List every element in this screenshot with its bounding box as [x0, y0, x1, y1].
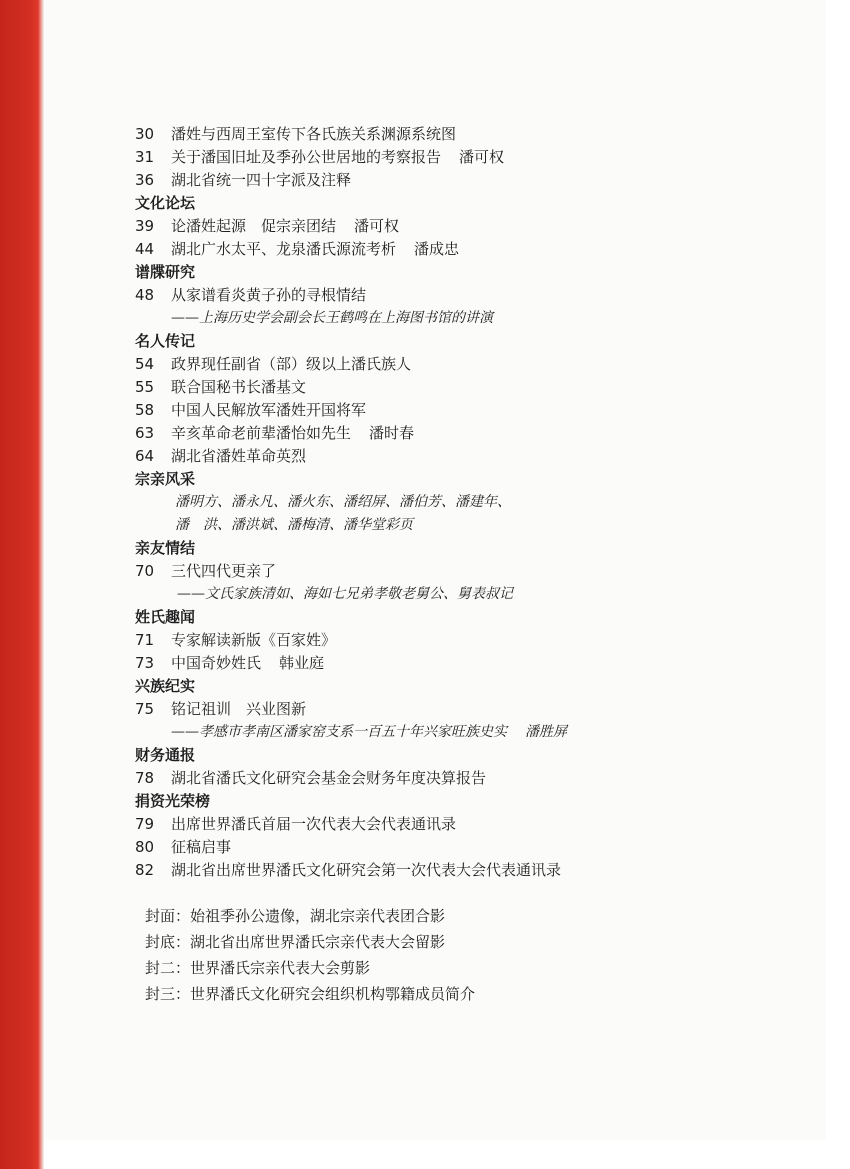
cover-caption-inside-front: 封二：世界潘氏宗亲代表大会剪影 — [145, 959, 371, 977]
clan-names-line: 潘明方、潘永凡、潘火东、潘绍屏、潘伯芳、潘建年、 — [175, 494, 511, 510]
toc-entry — [135, 860, 561, 880]
entry-title: 湖北省统一四十字派及注释 — [171, 171, 352, 189]
toc-entry — [135, 354, 411, 374]
entry-subtitle — [171, 722, 567, 742]
entry-title: 联合国秘书长潘基文 — [171, 378, 307, 396]
section-heading: 兴族纪实 — [135, 677, 196, 695]
entry-subtitle: ——文氏家族清如、海如七兄弟孝敬老舅公、舅表叔记 — [177, 586, 513, 602]
section-heading: 谱牒研究 — [135, 263, 196, 281]
page-number: 80 — [135, 838, 155, 856]
page-number: 75 — [135, 700, 155, 718]
entry-subtitle-text: ——孝感市孝南区潘家窑支系一百五十年兴家旺族史实 — [171, 724, 507, 740]
entry-title: 政界现任副省（部）级以上潘氏族人 — [171, 355, 412, 373]
page-number: 82 — [135, 861, 155, 879]
section-heading: 名人传记 — [135, 332, 196, 350]
page-number: 79 — [135, 815, 155, 833]
toc-entry — [135, 768, 486, 788]
page-number: 48 — [135, 286, 155, 304]
page-number: 31 — [135, 148, 155, 166]
entry-title: 湖北省潘姓革命英烈 — [171, 447, 307, 465]
entry-title: 湖北省潘氏文化研究会基金会财务年度决算报告 — [171, 769, 487, 787]
toc-entry — [135, 423, 414, 443]
page-number: 63 — [135, 424, 155, 442]
entry-author: 潘成忠 — [414, 240, 460, 258]
entry-title: 湖北广水太平、龙泉潘氏源流考析 — [171, 240, 397, 258]
toc-entry — [135, 124, 456, 144]
section-heading: 姓氏趣闻 — [135, 608, 196, 626]
entry-author: 韩业庭 — [279, 654, 325, 672]
clan-names-line: 潘 洪、潘洪斌、潘梅清、潘华堂彩页 — [175, 517, 413, 533]
toc-entry — [135, 446, 306, 466]
entry-title: 关于潘国旧址及季孙公世居地的考察报告 — [171, 148, 442, 166]
entry-title: 征稿启事 — [171, 838, 232, 856]
toc-entry — [135, 285, 366, 305]
entry-title: 中国人民解放军潘姓开国将军 — [171, 401, 367, 419]
cover-caption-inside-back: 封三：世界潘氏文化研究会组织机构鄂籍成员简介 — [145, 985, 476, 1003]
page-number: 54 — [135, 355, 155, 373]
page-number: 55 — [135, 378, 155, 396]
page-number: 70 — [135, 562, 155, 580]
book-spine-edge — [0, 0, 44, 1169]
toc-entry — [135, 239, 459, 259]
page-number: 39 — [135, 217, 155, 235]
toc-entry — [135, 561, 276, 581]
toc-entry — [135, 216, 399, 236]
entry-title: 出席世界潘氏首届一次代表大会代表通讯录 — [171, 815, 457, 833]
page-number: 64 — [135, 447, 155, 465]
page-number: 71 — [135, 631, 155, 649]
section-heading: 亲友情结 — [135, 539, 196, 557]
toc-entry — [135, 814, 456, 834]
entry-title: 中国奇妙姓氏 — [171, 654, 262, 672]
section-heading: 财务通报 — [135, 746, 196, 764]
page-number: 78 — [135, 769, 155, 787]
entry-title: 辛亥革命老前辈潘怡如先生 — [171, 424, 352, 442]
entry-author: 潘时春 — [369, 424, 415, 442]
toc-entry — [135, 630, 336, 650]
cover-caption-front: 封面：始祖季孙公遗像，湖北宗亲代表团合影 — [145, 907, 446, 925]
page-right-margin — [826, 0, 850, 1169]
toc-entry — [135, 400, 366, 420]
page-number: 44 — [135, 240, 155, 258]
entry-title: 潘姓与西周王室传下各氏族关系渊源系统图 — [171, 125, 457, 143]
toc-entry — [135, 377, 306, 397]
cover-caption-back: 封底：湖北省出席世界潘氏宗亲代表大会留影 — [145, 933, 446, 951]
entry-title: 专家解读新版《百家姓》 — [171, 631, 337, 649]
entry-title: 论潘姓起源 促宗亲团结 — [171, 217, 337, 235]
toc-entry — [135, 653, 324, 673]
entry-subtitle: ——上海历史学会副会长王鹤鸣在上海图书馆的讲演 — [171, 310, 493, 326]
entry-title: 铭记祖训 兴业图新 — [171, 700, 307, 718]
toc-entry — [135, 170, 351, 190]
toc-entry — [135, 837, 231, 857]
entry-title: 三代四代更亲了 — [171, 562, 277, 580]
page-number: 30 — [135, 125, 155, 143]
section-heading: 文化论坛 — [135, 194, 196, 212]
page-bottom-margin — [44, 1140, 826, 1169]
page-number: 73 — [135, 654, 155, 672]
entry-author: 潘可权 — [354, 217, 400, 235]
entry-author: 潘可权 — [459, 148, 505, 166]
page-number: 36 — [135, 171, 155, 189]
section-heading: 宗亲风采 — [135, 470, 196, 488]
entry-author: 潘胜屏 — [525, 724, 567, 740]
toc-entry — [135, 147, 504, 167]
page-number: 58 — [135, 401, 155, 419]
entry-title: 从家谱看炎黄子孙的寻根情结 — [171, 286, 367, 304]
entry-title: 湖北省出席世界潘氏文化研究会第一次代表大会代表通讯录 — [171, 861, 562, 879]
section-heading: 捐资光荣榜 — [135, 792, 211, 810]
toc-entry — [135, 699, 306, 719]
